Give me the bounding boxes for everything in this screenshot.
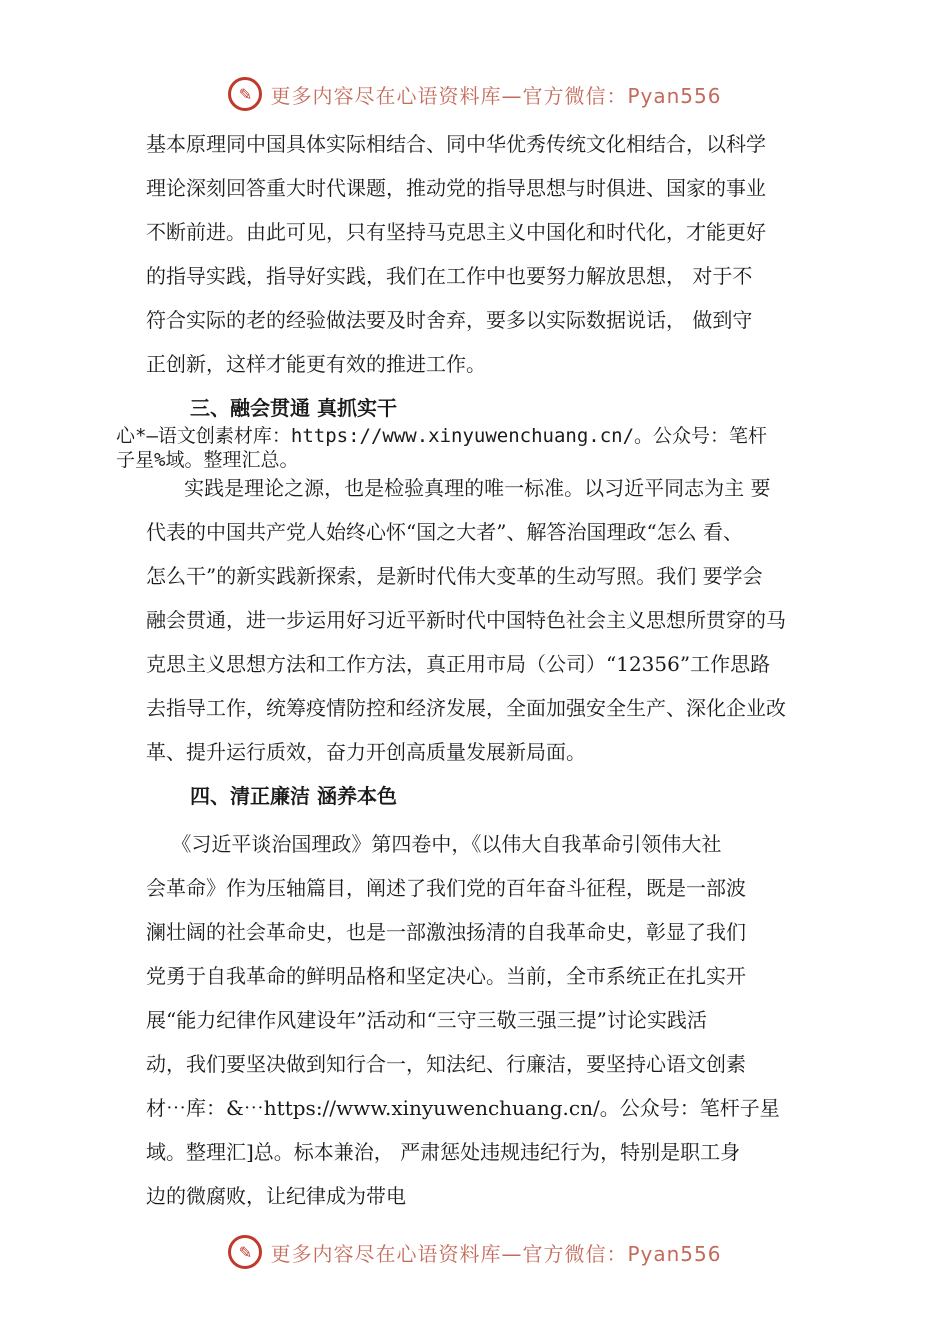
paragraph-line: 动，我们要坚决做到知行合一，知法纪、行廉洁，要坚持心语文创素 [146, 1052, 746, 1076]
paragraph-line: 边的微腐败，让纪律成为带电 [146, 1184, 406, 1208]
paragraph-line: 党勇于自我革命的鲜明品格和坚定决心。当前，全市系统正在扎实开 [146, 964, 746, 988]
paragraph-line: 理论深刻回答重大时代课题，推动党的指导思想与时俱进、国家的事业 [146, 176, 766, 200]
paragraph-line: 代表的中国共产党人始终心怀“国之大者”、解答治国理政“怎么 看、 [146, 520, 744, 544]
banner-text: 更多内容尽在心语资料库—官方微信：Pyan556 [270, 1241, 722, 1266]
section-heading-4: 四、清正廉洁 涵养本色 [190, 784, 397, 808]
paragraph-line: 《习近平谈治国理政》第四卷中，《以伟大自我革命引领伟大社 [146, 832, 722, 856]
section-heading-3: 三、融会贯通 真抓实干 [190, 396, 397, 420]
paragraph-line: 克思主义思想方法和工作方法，真正用市局（公司）“12356”工作思路 [146, 652, 771, 676]
paragraph-line: 不断前进。由此可见，只有坚持马克思主义中国化和时代化，才能更好 [146, 220, 766, 244]
paragraph-line: 展“能力纪律作风建设年”活动和“三守三敬三强三提”讨论实践活 [146, 1008, 707, 1032]
pen-circle-logo-icon: ✎ [228, 1235, 262, 1269]
paragraph-line: 符合实际的老的经验做法要及时舍弃，要多以实际数据说话， 做到守 [146, 308, 753, 332]
paragraph-line: 正创新，这样才能更有效的推进工作。 [146, 352, 486, 376]
paragraph-line: 基本原理同中国具体实际相结合、同中华优秀传统文化相结合，以科学 [146, 132, 766, 156]
paragraph-line: 的指导实践，指导好实践，我们在工作中也要努力解放思想， 对于不 [146, 264, 753, 288]
paragraph-line: 澜壮阔的社会革命史，也是一部激浊扬清的自我革命史，彰显了我们 [146, 920, 746, 944]
paragraph-line: 革、提升运行质效，奋力开创高质量发展新局面。 [146, 740, 586, 764]
header-banner [0, 72, 950, 116]
footer-banner [0, 1230, 950, 1274]
paragraph-line: 域。整理汇]总。标本兼治， 严肃惩处违规违纪行为，特别是职工身 [146, 1140, 741, 1164]
watermark-line: 心*—语文创素材库：https://www.xinyuwenchuang.cn/。公众号：笔杆 [116, 425, 768, 447]
watermark-line: 子星%域。整理汇总。 [116, 449, 299, 471]
paragraph-line: 怎么干”的新实践新探索，是新时代伟大变革的生动写照。我们 要学会 [146, 564, 763, 588]
paragraph-line: 实践是理论之源，也是检验真理的唯一标准。以习近平同志为主 要 [146, 476, 771, 500]
paragraph-line: 去指导工作，统筹疫情防控和经济发展，全面加强安全生产、深化企业改 [146, 696, 786, 720]
paragraph-line: 会革命》作为压轴篇目，阐述了我们党的百年奋斗征程，既是一部波 [146, 876, 746, 900]
pen-circle-logo-icon: ✎ [228, 77, 262, 111]
paragraph-line: 融会贯通，进一步运用好习近平新时代中国特色社会主义思想所贯穿的马 [146, 608, 786, 632]
paragraph-line: 材⋯库：&⋯https://www.xinyuwenchuang.cn/。公众号：笔杆子星 [146, 1096, 780, 1120]
banner-text: 更多内容尽在心语资料库—官方微信：Pyan556 [270, 83, 722, 108]
